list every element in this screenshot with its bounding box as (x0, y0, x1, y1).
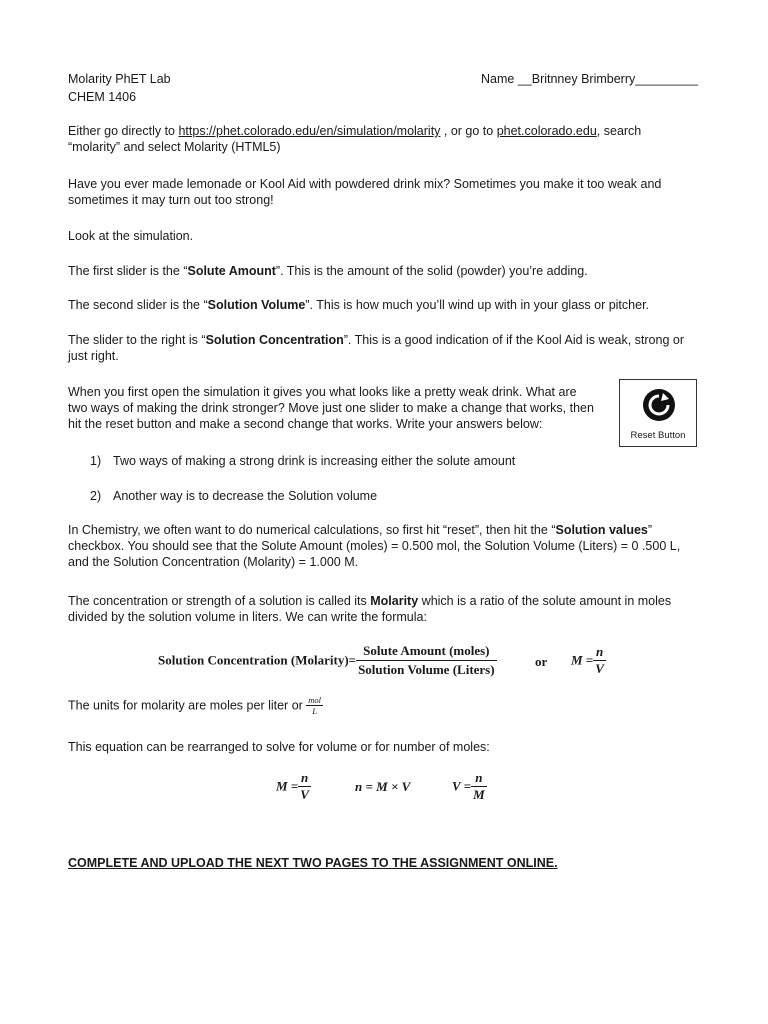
intro-text-line2: “molarity” and select Molarity (HTML5) (68, 140, 281, 154)
calc-line-3: and the Solution Concentration (Molarity) = 1.000 M. (68, 555, 359, 569)
student-name: Britnney Brimberry (531, 72, 636, 86)
slider2-paragraph (68, 297, 698, 313)
reset-button-figure (619, 379, 697, 447)
molarity-definition (68, 593, 698, 625)
course-code: CHEM 1406 (68, 90, 137, 104)
formula-v: V (595, 661, 604, 676)
formula-or: or (535, 654, 548, 669)
look-paragraph: Look at the simulation. (68, 229, 194, 243)
lemonade-line-2: sometimes it may turn out too strong! (68, 193, 274, 207)
slider3-line2: just right. (68, 349, 119, 363)
slider2-post: ”. This is how much you’ll wind up with in your glass or pitcher. (305, 298, 650, 312)
molarity-def-pre: The concentration or strength of a solution is called its (68, 594, 371, 608)
answer-1-text: Two ways of making a strong drink is increasing either the solute amount (113, 454, 516, 468)
eq3-fraction (471, 770, 487, 803)
calc-paragraph (68, 522, 698, 570)
formula-denominator: Solution Volume (Liters) (358, 662, 495, 677)
student-name-line (481, 71, 698, 87)
lemonade-line-1: Have you ever made lemonade or Kool Aid with powdered drink mix? Sometimes you make it too weak and (68, 177, 662, 191)
intro-text-1: Either go directly to (68, 124, 179, 138)
units-num: mol (308, 695, 322, 705)
units-text: The units for molarity are moles per liter or (68, 698, 307, 713)
equation-m (276, 770, 311, 803)
calc-line1-post: ” (647, 523, 653, 537)
question-line-3: hit the reset button and make a second change that works. Write your answers below: (68, 417, 543, 431)
question-line-2: two ways of making the drink stronger? Move just one slider to make a change that works, then (68, 401, 594, 415)
intro-text-2: , or go to (440, 124, 497, 138)
calc-line1-pre: In Chemistry, we often want to do numerical calculations, so first hit “reset”, then hit the “ (68, 523, 556, 537)
formula-numerator: Solute Amount (moles) (356, 642, 497, 661)
solution-concentration-term: Solution Concentration (205, 333, 344, 347)
molarity-def-line-2: divided by the solution volume in liters. We can write the formula: (68, 610, 427, 624)
units-fraction (306, 695, 323, 716)
solution-volume-term: Solution Volume (207, 298, 306, 312)
equation-v (452, 770, 487, 803)
phet-home-link[interactable]: phet.colorado.edu (496, 124, 597, 138)
answer-2-number: 2) (90, 489, 102, 503)
formula-lhs: Solution Concentration (Molarity)= (158, 652, 357, 668)
units-line (68, 695, 323, 716)
equation-n: n = M × V (355, 779, 411, 794)
formula-symbolic (571, 644, 606, 677)
eq3-den: M (473, 787, 485, 802)
molarity-term: Molarity (370, 594, 419, 608)
formula-m-lhs: M = (571, 652, 594, 668)
question-paragraph (68, 384, 613, 432)
molarity-formula (158, 642, 497, 679)
slider3-paragraph (68, 332, 698, 364)
molarity-def-post: which is a ratio of the solute amount in moles (418, 594, 672, 608)
answer-1-number: 1) (90, 454, 102, 468)
reset-icon (642, 388, 676, 422)
solution-values-term: Solution values (555, 523, 648, 537)
slider2-pre: The second slider is the “ (68, 298, 208, 312)
solute-amount-term: Solute Amount (187, 264, 276, 278)
intro-paragraph (68, 123, 698, 155)
slider3-pre: The slider to the right is “ (68, 333, 206, 347)
eq1-fraction (298, 770, 311, 803)
formula-n-over-v (593, 644, 606, 677)
molarity-sim-link[interactable]: https://phet.colorado.edu/en/simulation/molarity (178, 124, 441, 138)
answer-2-text: Another way is to decrease the Solution volume (113, 489, 378, 503)
slider1-paragraph (68, 263, 698, 279)
question-line-1: When you first open the simulation it gives you what looks like a pretty weak drink. What are (68, 385, 577, 399)
rearrange-paragraph: This equation can be rearranged to solve for volume or for number of moles: (68, 740, 490, 754)
slider1-pre: The first slider is the “ (68, 264, 188, 278)
eq3-lhs: V = (452, 778, 472, 794)
formula-fraction (356, 642, 497, 679)
eq3-num: n (471, 770, 487, 787)
eq1-lhs: M = (276, 778, 299, 794)
name-label: Name __ (481, 72, 532, 86)
upload-instruction: COMPLETE AND UPLOAD THE NEXT TWO PAGES TO THE ASSIGNMENT ONLINE. (68, 856, 558, 870)
lemonade-paragraph (68, 176, 698, 208)
calc-line-2: checkbox. You should see that the Solute Amount (moles) = 0.500 mol, the Solution Volume (Liters) = 0 .500 L, (68, 539, 681, 553)
units-den: L (312, 706, 318, 716)
slider1-post: ”. This is the amount of the solid (powder) you’re adding. (275, 264, 588, 278)
reset-button-caption: Reset Button (630, 430, 686, 441)
eq1-num: n (298, 770, 311, 787)
name-trailing-underscore: _________ (635, 72, 698, 86)
eq1-den: V (300, 787, 309, 802)
doc-title: Molarity PhET Lab (68, 72, 171, 86)
slider3-post: ”. This is a good indication of if the Kool Aid is weak, strong or (343, 333, 684, 347)
formula-n: n (593, 644, 606, 661)
intro-text-3: , search (596, 124, 642, 138)
